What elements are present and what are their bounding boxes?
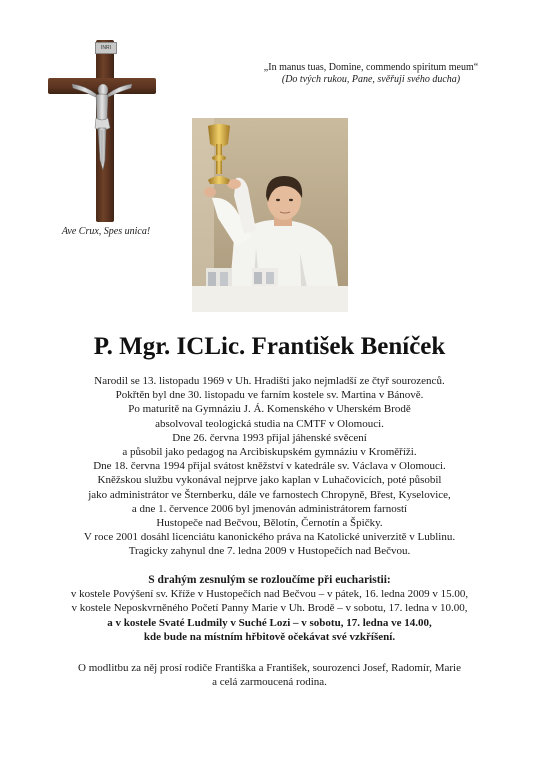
- biography-line: a působil jako pedagog na Arcibiskupském gymnáziu v Kroměříži.: [122, 446, 417, 459]
- funeral-info-block: [20, 573, 519, 644]
- priest-photo: [192, 118, 348, 312]
- biography-line: V roce 2001 dosáhl licenciátu kanonického práva na Katolické univerzitě v Lublinu.: [83, 531, 456, 544]
- funeral-line: v kostele Povýšení sv. Kříže v Hustopečích nad Bečvou – v pátek, 16. ledna 2009 v 15.00,: [70, 588, 469, 601]
- funeral-heading: S drahým zesnulým se rozloučíme při eucharistii:: [148, 574, 391, 586]
- biography-line: a dne 1. července 2006 byl jmenován administrátorem farností: [131, 502, 408, 515]
- closing-line: O modlitbu za něj prosí rodiče Františka a František, sourozenci Josef, Radomír, Marie: [78, 662, 461, 674]
- crucifix-image: [48, 40, 156, 222]
- corpus-figure: [70, 76, 134, 176]
- biography-line: Kněžskou službu vykonával nejprve jako kaplan v Luhačovicích, poté působil: [97, 474, 442, 487]
- crucifix-caption: Ave Crux, Spes unica!: [61, 226, 151, 237]
- biography-line: Narodil se 13. listopadu 1969 v Uh. Hradišti jako nejmladší ze čtyř sourozenců.: [94, 375, 445, 387]
- biography-line: Tragicky zahynul dne 7. ledna 2009 v Hustopečích nad Bečvou.: [128, 545, 411, 558]
- quote-czech: (Do tvých rukou, Pane, svěřuji svého ducha): [281, 74, 461, 85]
- closing-line: a celá zarmoucená rodina.: [212, 676, 327, 689]
- closing-block: [20, 661, 519, 689]
- priest-photo-illustration: [192, 118, 348, 312]
- biography-line: absolvoval teologická studia na CMTF v Olomouci.: [155, 417, 384, 430]
- biography-line: Po maturitě na Gymnáziu J. Á. Komenského v Uherském Brodě: [128, 403, 411, 416]
- funeral-bold-line: a v kostele Svaté Ludmily v Suché Lozi – v sobotu, 17. ledna ve 14.00,: [107, 616, 432, 629]
- biography-line: Dne 26. června 1993 přijal jáhenské svěcení: [172, 431, 367, 444]
- biography-line: jako administrátor ve Šternberku, dále ve farnostech Chropyně, Břest, Kyselovice,: [88, 488, 451, 501]
- inri-plate: INRI: [95, 42, 117, 54]
- funeral-bold-line: kde bude na místním hřbitově očekávat své vzkříšení.: [143, 630, 396, 643]
- biography-line: Pokřtěn byl dne 30. listopadu ve farním kostele sv. Martina v Bánově.: [115, 389, 424, 402]
- biography-block: [20, 374, 519, 559]
- biography-line: Hustopeče nad Bečvou, Bělotín, Černotín a Špičky.: [156, 517, 383, 530]
- funeral-line: v kostele Neposkvrněného Početí Panny Marie v Uh. Brodě – v sobotu, 17. ledna v 10.00,: [71, 602, 468, 615]
- deceased-name: P. Mgr. ICLic. František Beníček: [93, 333, 446, 360]
- quote-latin: „In manus tuas, Domine, commendo spiritum meum“: [263, 62, 479, 73]
- quote-block: [250, 62, 492, 86]
- biography-line: Dne 18. června 1994 přijal svátost kněžství v katedrále sv. Václava v Olomouci.: [93, 460, 446, 473]
